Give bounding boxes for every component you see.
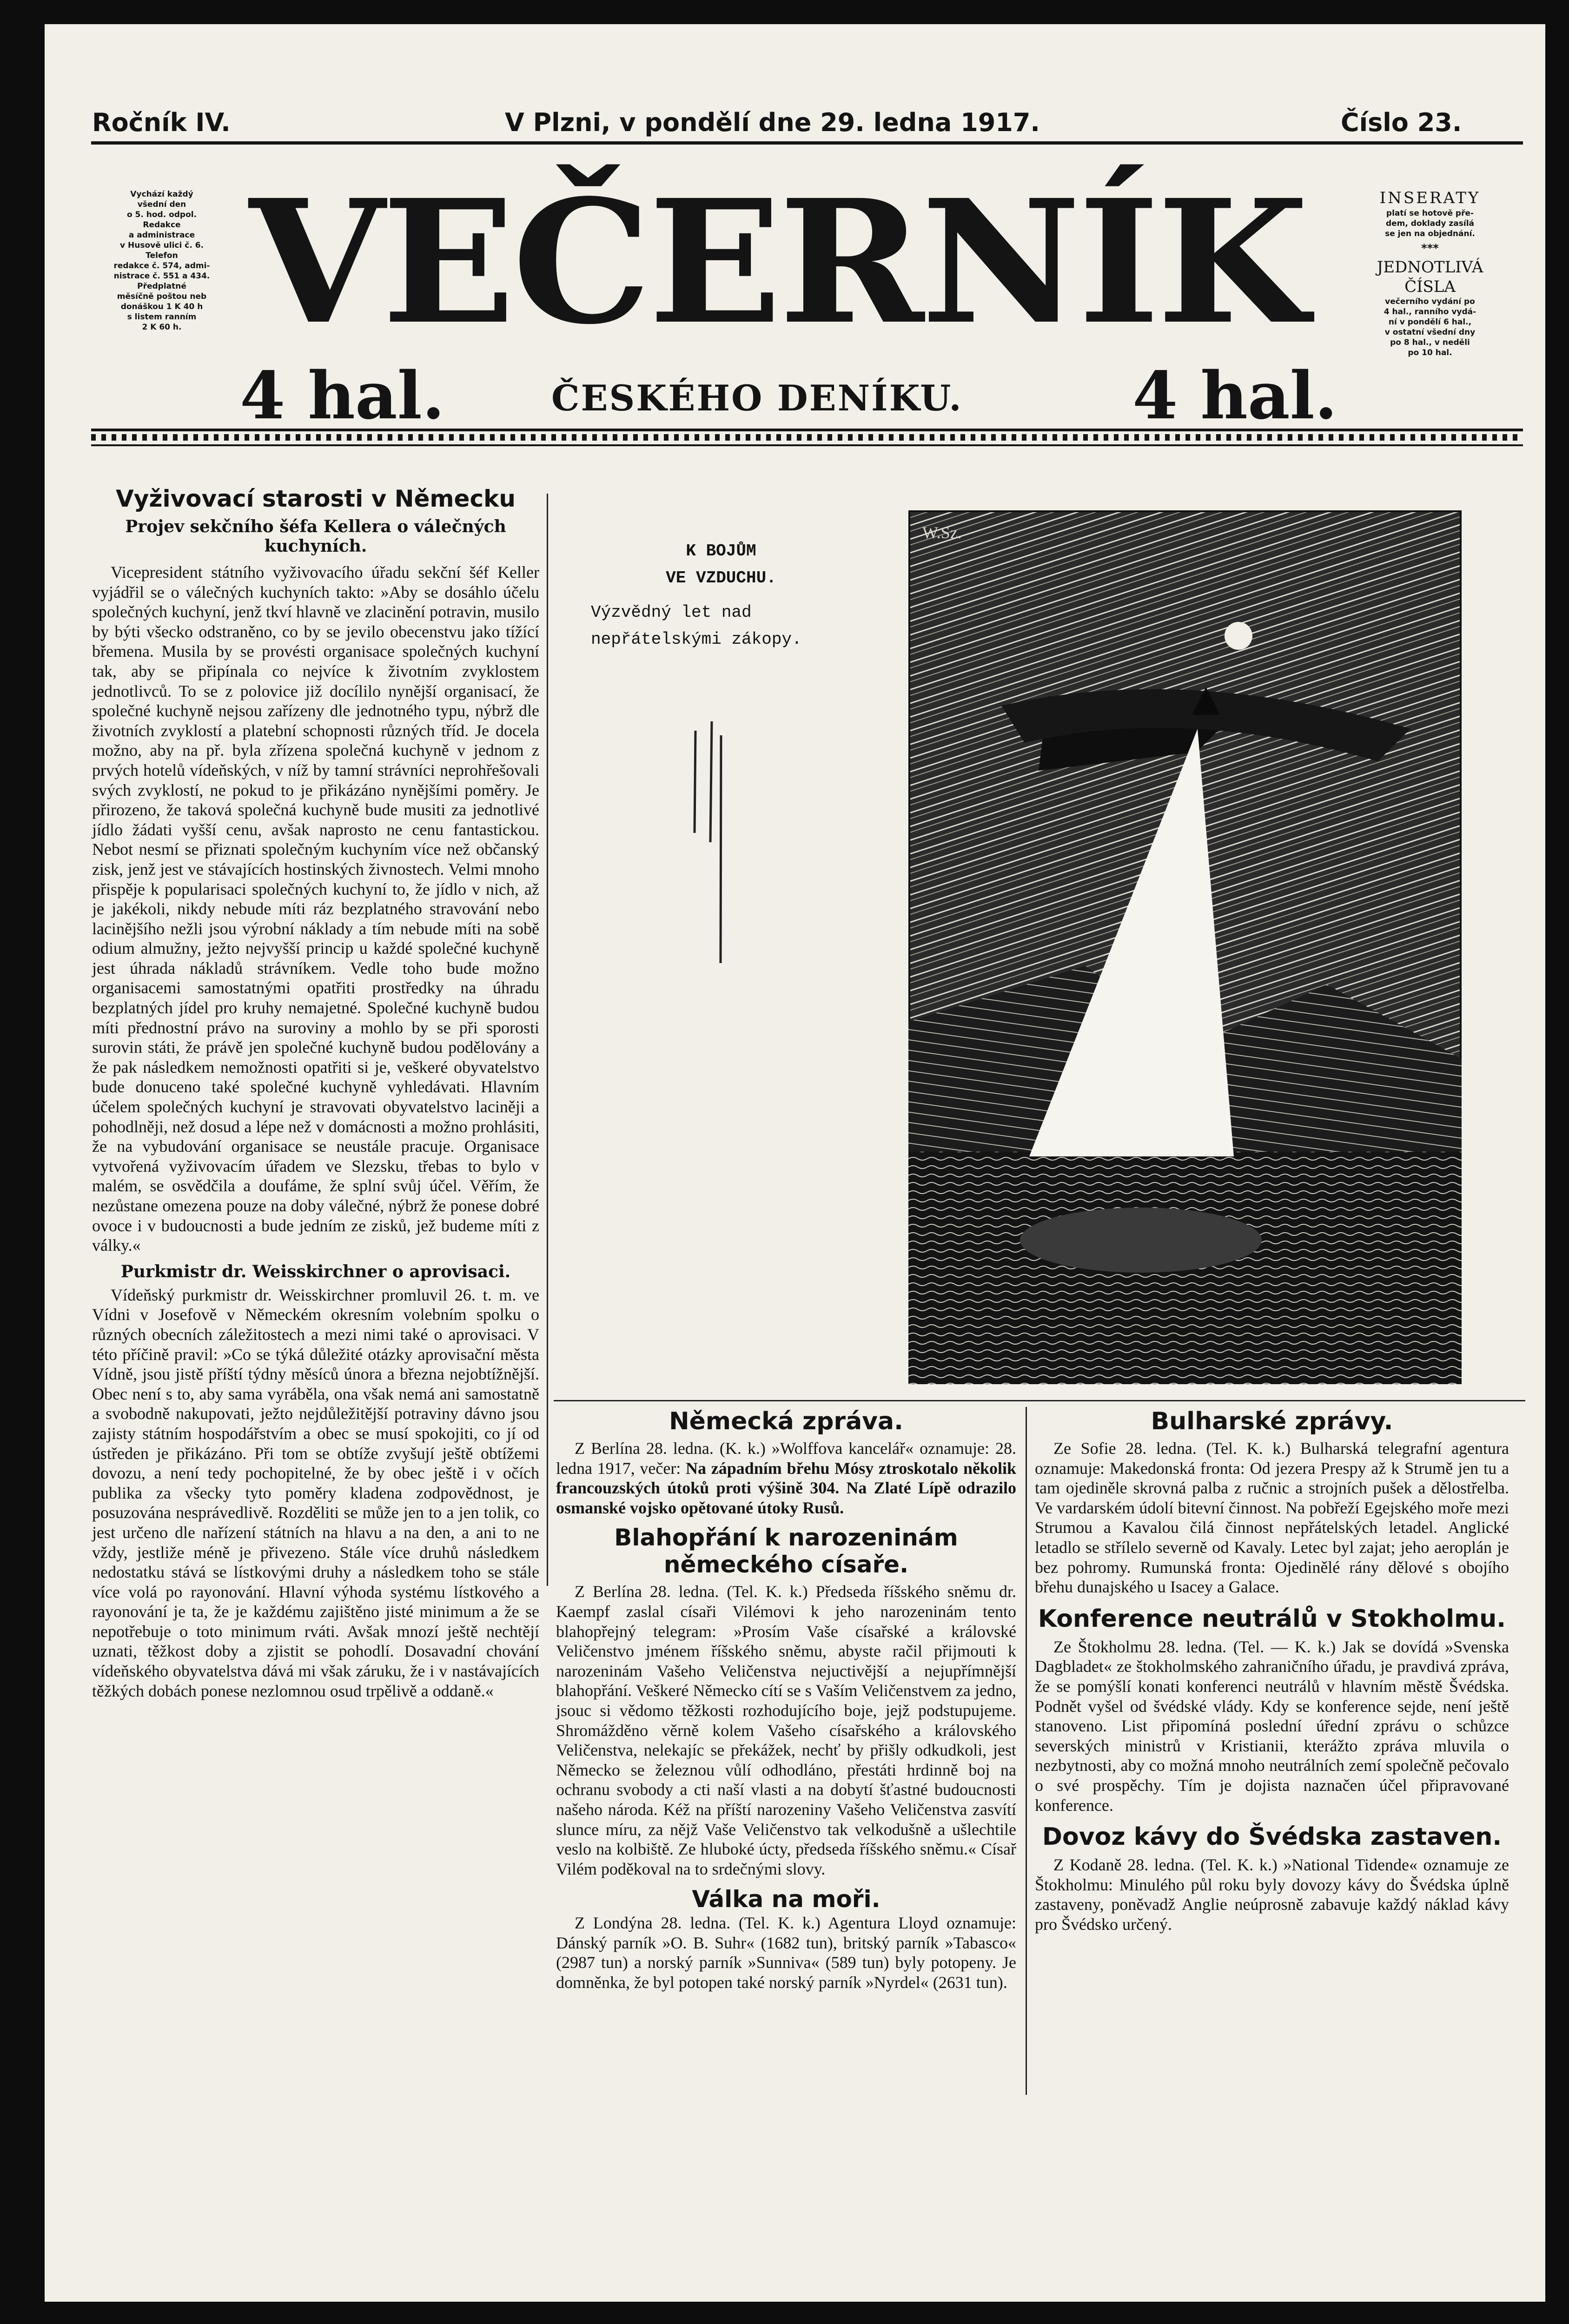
subscription-line: a administrace [128, 231, 195, 240]
illustration-heading: K BOJŮM [686, 541, 756, 561]
illustration-heading-2: VE VZDUCHU. [666, 568, 776, 588]
german-report-body [556, 1439, 1016, 1518]
subscription-line: Telefon [146, 251, 178, 260]
searchlight-boat [1020, 1208, 1262, 1273]
subscription-line: redakce č. 574, admi- [113, 261, 210, 271]
volume-label: Ročník IV. [92, 108, 231, 137]
dateline: V Plzni, v pondělí dne 29. ledna 1917. [505, 108, 1040, 137]
conference-title: Konference neutrálů v Stokholmu. [1038, 1604, 1506, 1633]
single-copies-title-2: ČÍSLA [1404, 277, 1456, 296]
right-column [1035, 1407, 1509, 1934]
moon [1225, 622, 1252, 650]
coffee-title: Dovoz kávy do Švédska zastaven. [1042, 1823, 1502, 1851]
aircraft-searchlight-illustration [908, 510, 1462, 1384]
masthead-rule-bottom [91, 444, 1523, 446]
subscription-line: nistrace č. 551 a 434. [113, 271, 210, 281]
article-food-paragraph: Vicepresident státního vyživovacího úřadu sekční šéf Keller vyjádřil se o válečných kuchyních takto: »Aby se dosáhlo účelu společných kuchyní, jenž tkví hlavně ve zlacinění potravin, musilo by býti všecko odstraněno, co by se jevilo obecenstvu jako tížící břemena. Musila by se provésti organisace společných kuchyní tak, aby se připínala co nejvíce k životním zvyklostem jednotlivců. To se z polovice již docílilo nynější organisací, že společné kuchyně nejsou zařízeny dle jednotného typu, nýbrž dle životních zvyklostí a platební schopnosti různých tříd. Je docela možno, aby na př. byla zřízena společná kuchyně v jednom z prvých hotelů vídeňských, v níž by tamní strávníci neprohřešovali svých zvyklostí, ne pokud to je přikázáno nynějšími poměry. Je přirozeno, že taková společná kuchyně bude musiti za jednotlivé jídlo žádati vyšší cenu, avšak naprosto ne cenu fantastickou. Nebot nesmí se přiznati společným kuchyním více než občanský zisk, jenž jest ve stávajících hostinských živnostech. Velmi mnoho přispěje k popularisaci společných kuchyní to, že jídlo v nich, až je jakékoli, nikdy nebude míti ráz bezplatného stravování nebo lacinějšího nežli jsou výrobní náklady a tím nebude míti na sobě odium almužny, ježto nejvyšší princip u každé společné kuchyně jest úhrada nákladů strávníkem. Vedle toho bude možno organisacemi samostatnými opatřiti prostředky na úhradu bezplatných jídel pro kruhy nemajetné. Společné kuchyně budou míti přednostní právo na suroviny a mohlo by se při sporosti surovin státi, že právě jen společné kuchyně budou podělovány a že pak následkem nemožnosti opatřiti si je, veškeré obyvatelstvo bude donuceno také společné kuchyně vyhledávati. Hlavním účelem společných kuchyní je stravovati obyvatelstvo laciněji a pohodlněji, než dosud a lépe než v domácnosti a možno prohlásiti, že na vybudování organisace se neustále pracuje. Organisace vytvořená vyživovacím úřadem ve Slezsku, třebas to bylo v malém, se osvědčila a doufáme, že splní svůj účel. Věřím, že nezůstane omezena pouze na doby válečné, nýbrž že ponese dobré ovoce i v budoucnosti a bude jedním ze zisků, jež budeme míti z války.« [92, 563, 539, 1255]
german-report-bold-2: Na Zlaté Lípě odrazilo osmanské vojsko opětované útoky Rusů. [556, 1479, 1016, 1517]
single-copies-line: po 10 hal. [1408, 348, 1452, 357]
inserty-line: platí se hotově pře- [1386, 209, 1474, 218]
subscription-line: všední den [137, 200, 186, 209]
masthead-subtitle: ČESKÉHO DENÍKU. [551, 377, 963, 419]
subscription-box [92, 189, 232, 332]
single-copies-line: večerního vydání po [1385, 297, 1475, 306]
single-copies-line: v ostatní všední dny [1384, 328, 1476, 337]
subscription-line: v Husově ulici č. 6. [120, 241, 204, 250]
subscription-line: Redakce [143, 220, 181, 230]
masthead-rule-top [91, 429, 1523, 431]
article-food [92, 484, 539, 1701]
price-right: 4 hal. [1132, 358, 1337, 434]
single-copies-line: po 8 hal., v neděli [1390, 338, 1470, 347]
single-copies-title: JEDNOTLIVÁ [1377, 258, 1483, 277]
article-food-subtitle: Projev sekčního šéfa Kellera o válečných kuchyních. [125, 517, 506, 556]
advertising-box [1342, 188, 1518, 358]
middle-column [556, 1407, 1016, 1993]
header-rule [91, 141, 1523, 145]
masthead-ornament [91, 434, 1523, 441]
masthead-title: VEČERNÍK [249, 163, 1306, 362]
price-left: 4 hal. [240, 358, 445, 434]
sea-war-body: Z Londýna 28. ledna. (Tel. K. k.) Agentura Lloyd oznamuje: Dánský parník »O. B. Suhr« (1682 tun), britský parník »Tabasco« (2987 tun) a norský parník »Sunniva« (589 tun) byly potopeny. Je domněnka, že byl potopen také norský parník »Nyrdel« (2631 tun). [556, 1914, 1016, 1992]
inserty-title: INSERATY [1379, 189, 1481, 207]
single-copies-line: 4 hal., ranního vydá- [1384, 307, 1476, 317]
illustration-caption-block [591, 538, 940, 653]
decorative-strokes [686, 703, 742, 963]
subscription-line: donáškou 1 K 40 h [120, 302, 203, 311]
german-report-lead: Z Berlína 28. ledna. (K. k.) »Wolffova kancelář« oznamuje: 28. ledna 1917, večer: [556, 1439, 1016, 1478]
coffee-body: Z Kodaně 28. ledna. (Tel. K. k.) »National Tidende« oznamuje ze Štokholmu: Minulého půl roku byly dovozy kávy do Švédska úplně zastaveny, poněvadž Anglie neúprosně zabavuje každý náklad kávy pro Švédsko určený. [1035, 1855, 1509, 1934]
article-food-paragraph-2: Vídeňský purkmistr dr. Weisskirchner promluvil 26. t. m. ve Vídni v Josefově v Německém okresním volebním spolku o různých obecních záležitostech a mezi nimi také o aprovisaci. V této příčině pravil: »Co se týká důležité otázky aprovisační města Vídně, jsou jistě příští týdny měsíců února a března nejobtížnější. Obec není s to, aby sama vyráběla, ona však nemá ani samostatně a svobodně nakupovati, ježto nejdůležitější potraviny dávno jsou zajisty státním hospodářstvím a obec se musí spokojiti, co jí od ústředen je přikázáno. Při tom se obtíže zvyšují ještě obtížemi dovozu, a není tedy pochopitelné, že by obec ještě i v očích publika za všecky tyto poměry kladena zodpovědnost, je posuzována nesprávedlivě. Rozděliti se může jen to a jen tolik, co jest určeno dle nařízení státních na hlavu a na den, a ani to ne vždy, jestliže méně je přivezeno. Stále více druhů následkem nedostatku stává se lístkovými druhy a následkem toho se stále více volá po rayonování. Hlavní výhoda systému lístkového a rayonování je ta, že je každému zajištěno jisté minimum a že se nepotřebuje o toto minimum rváti. Avšak mnozí ještě nechtějí uznati, těžkost doby a zjistit se pohodlí. Dosavadní chování vídeňského obyvatelstva dává mi však záruku, že i v nastávajících těžkých dobách ponese nezlomnou osud trpělivě a oddaně.« [92, 1285, 539, 1700]
conference-body: Ze Štokholmu 28. ledna. (Tel. — K. k.) Jak se dovídá »Svenska Dagbladet« ze štokholmského zahraničního úřadu, je pravdivá zpráva, že se pomýšlí konati konferenci neutrálů v hlavním městě Švédska. Podnět vyšel od švédské vlády. Kdy se konference sejde, není ještě stanoveno. List připomíná poslední úřední zprávu o schůzce severských ministrů v Kristianii, kterážto zpráva mluvila o nezbytnosti, aby co možná mnoho neutrálních zemí společně pečovalo o své prospěchy. Tím je dojista naznačen účel připravované konference. [1035, 1637, 1509, 1815]
divider-stars: *** [1421, 242, 1439, 255]
lower-section-rule [554, 1400, 1525, 1401]
newspaper-page [45, 24, 1545, 2302]
subscription-line: měsíčně poštou neb [117, 292, 207, 301]
subscription-line: s listem ranním [127, 312, 197, 322]
single-copies-line: ní v pondělí 6 hal., [1388, 317, 1472, 327]
column-rule [547, 494, 548, 1586]
bulgarian-body: Ze Sofie 28. ledna. (Tel. K. k.) Bulharská telegrafní agentura oznamuje: Makedonská fronta: Od jezera Prespy až k Strumě jen tu a tam ojediněle skrovná palba z ručnic a strojních pušek a dělostřelba. Ve vardarském údolí bitevní činnost. Na pobřeží Egejského moře mezi Strumou a Kavalou čilá činnost nepřátelských letadel. Anglické letadlo se střílelo severně od Kavaly. Letec byl zajat; jeho aeroplán je bez pohromy. Rumunská fronta: Ojedinělé rány dělové s obojího břehu dunajského u Isacey a Galace. [1035, 1439, 1509, 1597]
birthday-body: Z Berlína 28. ledna. (Tel. K. k.) Předseda říšského sněmu dr. Kaempf zaslal císaři Vilémovi k jeho narozeninám tento blahopřejný telegram: »Prosím Vaše císařské a královské Veličenstvo jménem říšského sněmu, abyste račil přijmouti k narozeninám Vašeho Veličenstva nejuctivější a nejupřímnější blahopřání. Veškeré Německo cítí se s Vaším Veličenstvem za jedno, jsouc si vědomo těžkosti rozhodujícího boje, jejž podstupujeme. Shromážděno věrně kolem Vašeho císařského a královského Veličenstva, nelekajíc se překážek, nechť by přišly odkudkoli, jest Německo se železnou vůlí odhodláno, přestáti hrdinně boj na ochranu svobody a cti naší vlasti a na dobytí šťastné budoucnosti našeho národa. Kéž na příští narozeniny Vašeho Veličenstva zasvítí slunce míru, za nějž Vaše Veličenstvo tak velkodušně a ušlechtile veslo na kolbiště. Ze hluboké úcty, předseda říšského sněmu.« Císař Vilém poděkoval na to srdečnými slovy. [556, 1582, 1016, 1878]
lower-column-rule [1026, 1407, 1027, 2095]
article-food-title: Vyživovací starosti v Německu [116, 485, 516, 512]
german-report-title: Německá zpráva. [669, 1407, 903, 1435]
article-food-subheading: Purkmistr dr. Weisskirchner o aprovisaci. [120, 1261, 511, 1281]
subscription-line: Vychází každý [130, 190, 193, 199]
subscription-line: 2 K 60 h. [142, 323, 182, 332]
german-report-bold: Na západním břehu Mósy ztroskotalo několik francouzských útoků proti výšině 304. [556, 1459, 1016, 1498]
subscription-line: o 5. hod. odpol. [126, 210, 197, 219]
bulgarian-title: Bulharské zprávy. [1151, 1407, 1393, 1435]
sea-war-title: Válka na moři. [692, 1886, 880, 1913]
inserty-line: se jen na objednání. [1385, 229, 1475, 238]
birthday-title: Blahopřání k narozeninám německého císaře. [614, 1524, 958, 1578]
issue-number: Číslo 23. [1341, 108, 1462, 137]
artist-signature: W.Sz. [922, 523, 962, 542]
subscription-line: Předplatné [137, 282, 186, 291]
illustration-caption: Výzvědný let nad nepřátelskými zákopy. [591, 603, 802, 649]
inserty-line: dem, doklady zasílá [1385, 219, 1475, 228]
